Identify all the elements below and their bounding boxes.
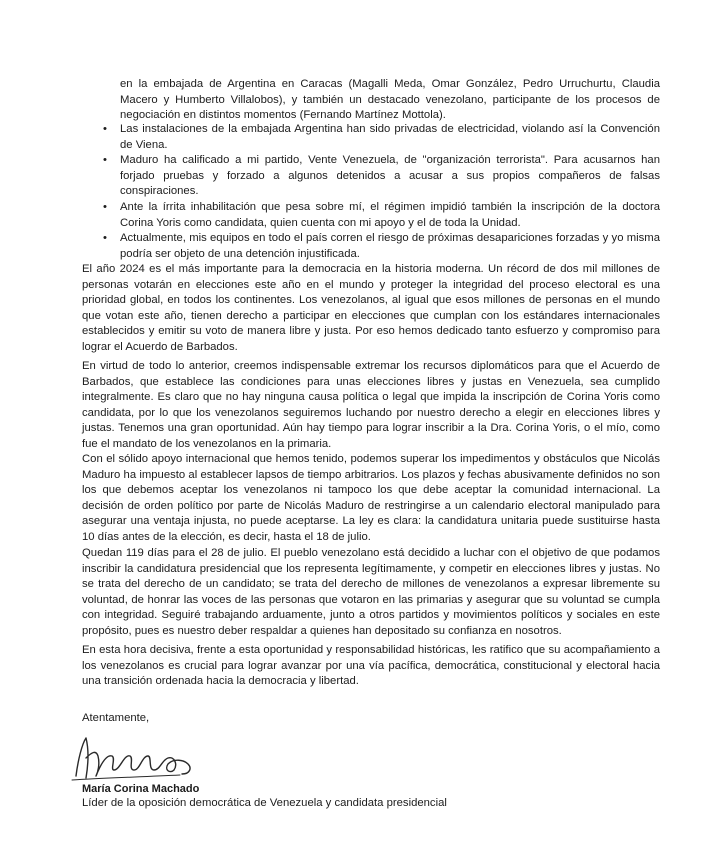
bullet-list bbox=[120, 122, 660, 262]
bullet-continuation: en la embajada de Argentina en Caracas (Magalli Meda, Omar González, Pedro Urruchurtu, Claudia Macero y Humberto Villalobos), y también un destacado venezolano, participante de los procesos de negociación en distintos momentos (Fernando Martínez Mottola). bbox=[120, 78, 660, 122]
signer-name: María Corina Machado bbox=[82, 783, 200, 795]
bullet-item: • Actualmente, mis equipos en todo el país corren el riesgo de próximas desapariciones forzadas y yo misma podría ser objeto de una detención injustificada. bbox=[120, 231, 660, 262]
paragraph-barbados-agreement: En virtud de todo lo anterior, creemos indispensable extremar los recursos diplomáticos para que el Acuerdo de Barbados, que establece las condiciones para unas elecciones libres y justas en Venezuela, sea cumplido integralmente. Es claro que no hay ninguna causa política o legal que impida la inscripción de Corina Yoris como candidata, por lo que los venezolanos seguiremos luchando por nuestro derecho a elegir en elecciones libres y justas. Tenemos una gran oportunidad. Aún hay tiempo para lograr inscribir a la Dra. Corina Yoris, o el mío, como fue el mandato de los venezolanos en la primaria. bbox=[82, 360, 660, 450]
paragraph-days-remaining: Quedan 119 días para el 28 de julio. El pueblo venezolano está decidido a luchar con el objetivo de que podamos inscribir la candidatura presidencial que los representa legítimamente, y competir en elecciones libres y justas. No se trata del derecho de un candidato; se trata del derecho de millones de venezolanos a expresar libremente su voluntad, de honrar las voces de las personas que votaron en las primarias y asegurar que su voluntad se cumpla con integridad. Seguiré trabajando arduamente, junto a otros partidos y movimientos políticos y sociales en este propósito, pues es nuestro deber respaldar a quienes han depositado su confianza en nosotros. bbox=[82, 547, 660, 637]
paragraph-democracy-2024: El año 2024 es el más importante para la democracia en la historia moderna. Un récord de dos mil millones de personas votarán en elecciones este año en el mundo y proteger la integridad del proceso electoral es una prioridad global, en todos los continentes. Los venezolanos, al igual que esos millones de personas en el mundo que votan este año, tienen derecho a participar en elecciones que cumplan con los estándares internacionales establecidos y emitir su voto de manera libre y justa. Por eso hemos dedicado tanto esfuerzo y compromiso para lograr el Acuerdo de Barbados. bbox=[82, 263, 660, 353]
signer-title: Líder de la oposición democrática de Venezuela y candidata presidencial bbox=[82, 797, 447, 809]
handwritten-signature bbox=[70, 730, 200, 785]
bullet-item: • Las instalaciones de la embajada Argentina han sido privadas de electricidad, violando así la Convención de Viena. bbox=[120, 122, 660, 153]
paragraph-decisive-hour: En esta hora decisiva, frente a esta oportunidad y responsabilidad históricas, les ratifico que su acompañamiento a los venezolanos es crucial para lograr avanzar por una vía pacífica, democrática, constitucional y electoral hacia una transición ordenada hacia la democracia y libertad. bbox=[82, 644, 660, 688]
bullet-item: • Ante la írrita inhabilitación que pesa sobre mí, el régimen impidió también la inscripción de la doctora Corina Yoris como candidata, quien cuenta con mi apoyo y el de toda la Unidad. bbox=[120, 200, 660, 231]
paragraph-international-support: Con el sólido apoyo internacional que hemos tenido, podemos superar los impedimentos y obstáculos que Nicolás Maduro ha impuesto al establecer lapsos de tiempo arbitrarios. Los plazos y fechas abusivamente definidos no son los que debemos aceptar los venezolanos ni tampoco los que debe aceptar la comunidad internacional. La decisión de orden político por parte de Nicolás Maduro de restringirse a un calendario electoral manipulado para asegurar una ventaja injusta, no puede aceptarse. La ley es clara: la candidatura unitaria puede sustituirse hasta 10 días antes de la elección, es decir, hasta el 18 de julio. bbox=[82, 453, 660, 543]
closing-salutation: Atentamente, bbox=[82, 712, 150, 724]
bullet-item: • Maduro ha calificado a mi partido, Vente Venezuela, de "organización terrorista". Para acusarnos han forjado pruebas y forzado a algunos detenidos a acusar a sus propios compañeros de falsas conspiraciones. bbox=[120, 153, 660, 200]
